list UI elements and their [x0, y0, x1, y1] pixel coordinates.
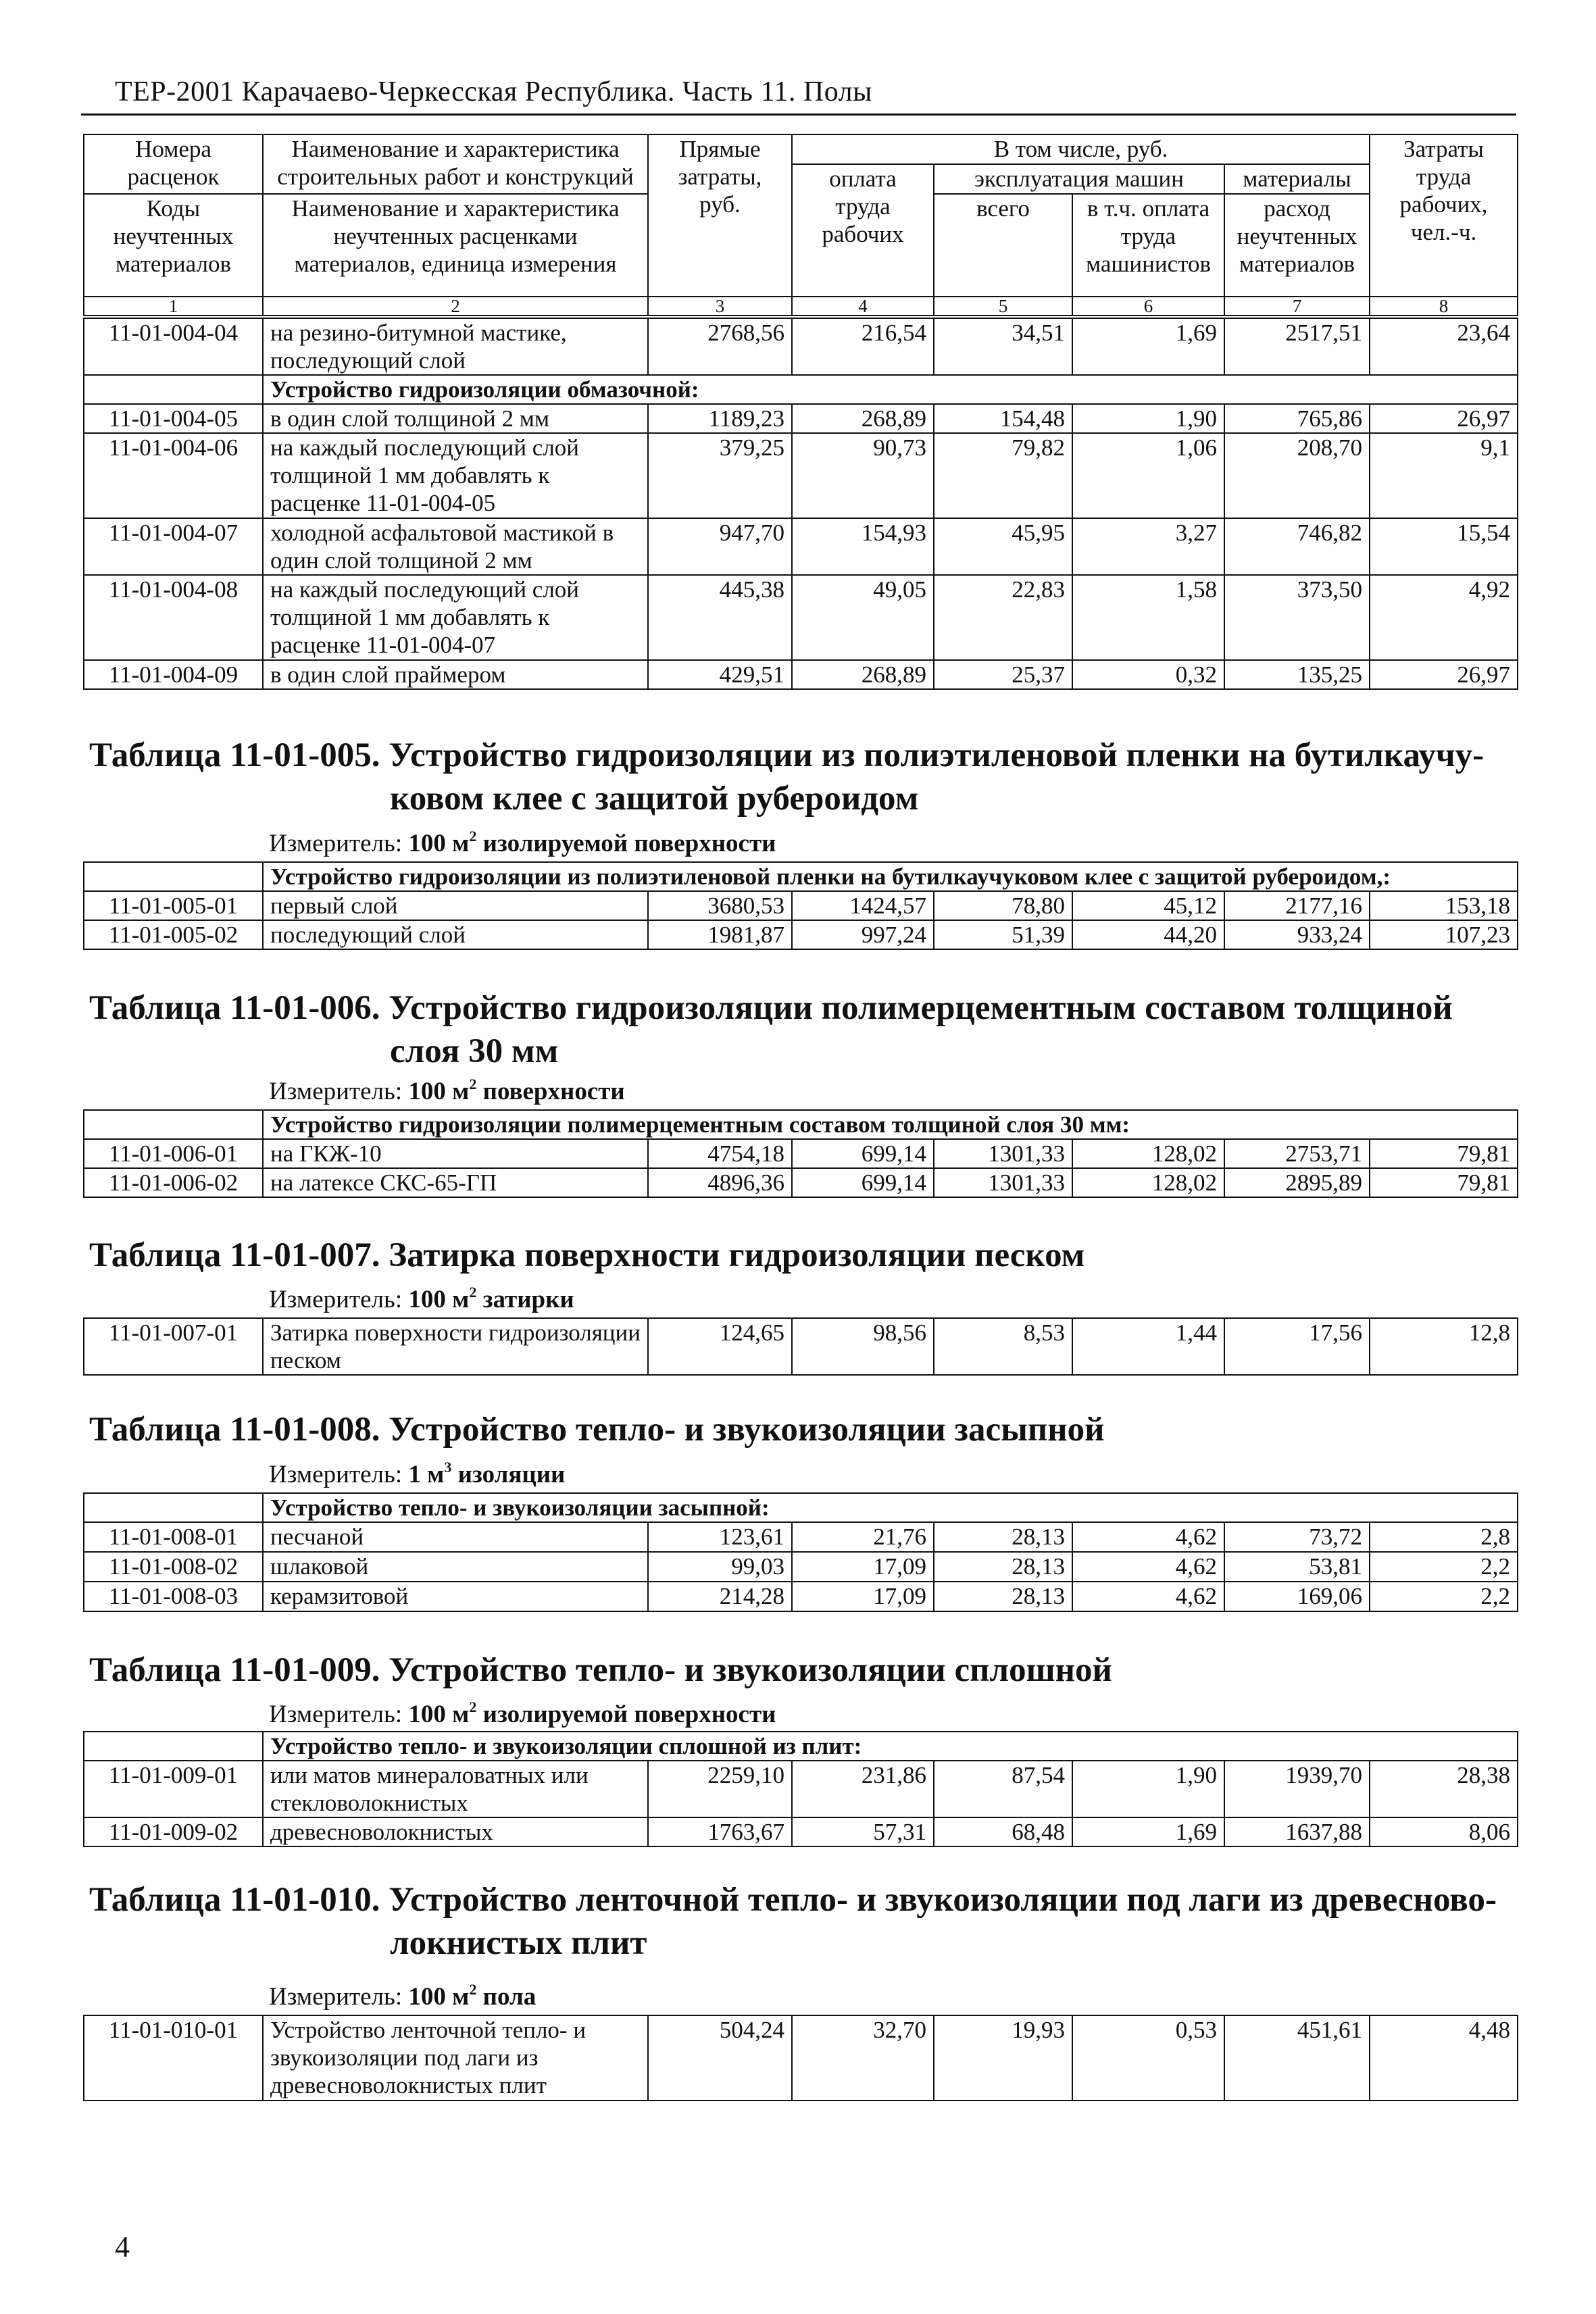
column-number: 3: [648, 297, 792, 316]
cell-labor: 23,64: [1370, 318, 1518, 375]
cell-labor: 15,54: [1370, 518, 1518, 575]
cell-labor: 79,81: [1370, 1168, 1518, 1197]
cell-pay: 268,89: [792, 660, 934, 689]
cell-labor: 2,8: [1370, 1522, 1518, 1552]
cell-machines: 45,95: [934, 518, 1072, 575]
cell-direct: 429,51: [648, 660, 792, 689]
row-name: последующий слой: [263, 920, 648, 949]
running-header: ТЕР-2001 Карачаево-Черкесская Республика. Часть 11. Полы: [115, 76, 872, 107]
cell-machinist-pay: 1,90: [1072, 1761, 1224, 1817]
header-name-top: Наименование и характеристика строительных работ и конструкций: [263, 134, 648, 194]
cell-pay: 268,89: [792, 404, 934, 433]
row-code: 11-01-004-05: [84, 404, 263, 433]
table-title-008: Таблица 11-01-008. Устройство тепло- и звукоизоляции засыпной: [89, 1411, 1105, 1449]
row-code: 11-01-005-01: [84, 891, 263, 920]
cell-machines: 19,93: [934, 2015, 1072, 2101]
header-labor: Затраты труда рабочих, чел.-ч.: [1370, 134, 1518, 297]
row-code: 11-01-004-06: [84, 433, 263, 518]
table-row: [84, 1522, 1518, 1552]
cell-pay: 699,14: [792, 1168, 934, 1197]
cell-direct: 504,24: [648, 2015, 792, 2101]
table-11-01-004: [83, 318, 1518, 690]
cell-machines: 87,54: [934, 1761, 1072, 1817]
table-11-01-007: [83, 1317, 1518, 1376]
cell-machines: 28,13: [934, 1522, 1072, 1552]
table-title-007: Таблица 11-01-007. Затирка поверхности гидроизоляции песком: [89, 1236, 1085, 1274]
cell-pay: 154,93: [792, 518, 934, 575]
cell-labor: 4,92: [1370, 575, 1518, 660]
table-11-01-006: [83, 1109, 1518, 1198]
row-code: 11-01-009-02: [84, 1817, 263, 1846]
cell-direct: 2768,56: [648, 318, 792, 375]
row-code: 11-01-004-07: [84, 518, 263, 575]
measure-unit-005: Измеритель: 100 $м^2$ изолируемой поверхности: [269, 827, 776, 857]
cell-labor: 2,2: [1370, 1552, 1518, 1582]
cell-labor: 79,81: [1370, 1139, 1518, 1168]
cell-pay: 1424,57: [792, 891, 934, 920]
column-number: 7: [1224, 297, 1370, 316]
cell-labor: 26,97: [1370, 404, 1518, 433]
row-name: холодной асфальтовой мастикой в один слой толщиной 2 мм: [263, 518, 648, 575]
row-name: шлаковой: [263, 1552, 648, 1582]
header-worker-pay: оплата труда рабочих: [792, 164, 934, 297]
group-row: [84, 1493, 1518, 1522]
measure-unit-009: Измеритель: 100 $м^2$ изолируемой поверхности: [269, 1698, 776, 1728]
group-row: [84, 1110, 1518, 1139]
header-rule: [81, 114, 1516, 116]
column-number: 5: [934, 297, 1072, 316]
table-row: [84, 1761, 1518, 1817]
row-code: 11-01-009-01: [84, 1761, 263, 1817]
cell-materials: 746,82: [1224, 518, 1370, 575]
cell-materials: 1637,88: [1224, 1817, 1370, 1846]
table-row: [84, 1582, 1518, 1611]
cell-materials: 73,72: [1224, 1522, 1370, 1552]
table-row: [84, 660, 1518, 689]
row-code: 11-01-008-01: [84, 1522, 263, 1552]
group-heading: Устройство гидроизоляции обмазочной:: [263, 375, 1518, 404]
cell-machinist-pay: 0,32: [1072, 660, 1224, 689]
cell-machinist-pay: 4,62: [1072, 1582, 1224, 1611]
group-row: [84, 1732, 1518, 1761]
column-number: 8: [1370, 297, 1518, 316]
cell-machines: 22,83: [934, 575, 1072, 660]
cell-direct: 1189,23: [648, 404, 792, 433]
row-name: Устройство ленточной тепло- и звукоизоляции под лаги из древесноволокнистых плит: [263, 2015, 648, 2101]
cell-pay: 90,73: [792, 433, 934, 518]
cell-machines: 79,82: [934, 433, 1072, 518]
header-including: В том числе, руб.: [792, 134, 1370, 164]
cell-labor: 28,38: [1370, 1761, 1518, 1817]
row-name: песчаной: [263, 1522, 648, 1552]
table-row: [84, 891, 1518, 920]
cell-materials: 2517,51: [1224, 318, 1370, 375]
header-name-bottom: Наименование и характеристика неучтенных расценками материалов, единица измерения: [263, 194, 648, 297]
measure-unit-006: Измеритель: 100 $м^2$ поверхности: [269, 1075, 625, 1105]
cell-machines: 25,37: [934, 660, 1072, 689]
row-name: древесноволокнистых: [263, 1817, 648, 1846]
cell-labor: 12,8: [1370, 1318, 1518, 1375]
table-11-01-005: [83, 861, 1518, 950]
row-code: 11-01-004-08: [84, 575, 263, 660]
row-name: керамзитовой: [263, 1582, 648, 1611]
cell-direct: 3680,53: [648, 891, 792, 920]
group-heading: Устройство гидроизоляции из полиэтиленовой пленки на бутилкаучуковом клее с защитой рубероидом,:: [263, 862, 1518, 891]
cell-direct: 2259,10: [648, 1761, 792, 1817]
cell-pay: 17,09: [792, 1552, 934, 1582]
cell-labor: 107,23: [1370, 920, 1518, 949]
table-title-006: Таблица 11-01-006. Устройство гидроизоляции полимерцементным составом толщиной слоя 30 мм: [89, 989, 1453, 1070]
column-number: 1: [84, 297, 263, 316]
cell-materials: 2177,16: [1224, 891, 1370, 920]
cell-machines: 1301,33: [934, 1168, 1072, 1197]
row-code: 11-01-010-01: [84, 2015, 263, 2101]
cell-machines: 78,80: [934, 891, 1072, 920]
cell-machines: 51,39: [934, 920, 1072, 949]
cell-materials: 17,56: [1224, 1318, 1370, 1375]
cell-materials: 933,24: [1224, 920, 1370, 949]
group-heading: Устройство тепло- и звукоизоляции сплошной из плит:: [263, 1732, 1518, 1761]
measure-unit-007: Измеритель: 100 $м^2$ затирки: [269, 1283, 574, 1313]
cell-machinist-pay: 1,69: [1072, 1817, 1224, 1846]
group-heading: Устройство тепло- и звукоизоляции засыпной:: [263, 1493, 1518, 1522]
row-name: на каждый последующий слой толщиной 1 мм добавлять к расценке 11-01-004-07: [263, 575, 648, 660]
cell-machinist-pay: 128,02: [1072, 1139, 1224, 1168]
table-row: [84, 1318, 1518, 1375]
cell-machines: 68,48: [934, 1817, 1072, 1846]
cell-pay: 997,24: [792, 920, 934, 949]
cell-machines: 28,13: [934, 1582, 1072, 1611]
row-name: первый слой: [263, 891, 648, 920]
measure-unit-010: Измеритель: 100 $м^2$ пола: [269, 1980, 537, 2011]
column-header-table: [83, 134, 1518, 316]
group-heading: Устройство гидроизоляции полимерцементным составом толщиной слоя 30 мм:: [263, 1110, 1518, 1139]
cell-pay: 21,76: [792, 1522, 934, 1552]
cell-machinist-pay: 4,62: [1072, 1522, 1224, 1552]
cell-labor: 4,48: [1370, 2015, 1518, 2101]
cell-direct: 99,03: [648, 1552, 792, 1582]
table-row: [84, 575, 1518, 660]
cell-machinist-pay: 1,44: [1072, 1318, 1224, 1375]
table-row: [84, 2015, 1518, 2101]
cell-pay: 49,05: [792, 575, 934, 660]
column-number: 6: [1072, 297, 1224, 316]
header-codes-bottom: Коды неучтенных материалов: [84, 194, 263, 297]
measure-unit-008: Измеритель: 1 $м^3$ изоляции: [269, 1458, 566, 1488]
cell-labor: 2,2: [1370, 1582, 1518, 1611]
header-direct-costs: Прямые затраты, руб.: [648, 134, 792, 297]
cell-direct: 1981,87: [648, 920, 792, 949]
cell-direct: 4896,36: [648, 1168, 792, 1197]
table-title-005: Таблица 11-01-005. Устройство гидроизоляции из полиэтиленовой пленки на бутилкаучу- ковом клее с защитой рубероидом: [89, 736, 1485, 818]
header-materials-sub: расход неучтенных материалов: [1224, 194, 1370, 297]
table-11-01-009: [83, 1731, 1518, 1847]
cell-machinist-pay: 4,62: [1072, 1552, 1224, 1582]
cell-direct: 124,65: [648, 1318, 792, 1375]
cell-labor: 153,18: [1370, 891, 1518, 920]
cell-machinist-pay: 3,27: [1072, 518, 1224, 575]
cell-pay: 32,70: [792, 2015, 934, 2101]
table-row: [84, 1168, 1518, 1197]
cell-pay: 98,56: [792, 1318, 934, 1375]
cell-materials: 2895,89: [1224, 1168, 1370, 1197]
group-row: [84, 375, 1518, 404]
cell-machines: 8,53: [934, 1318, 1072, 1375]
table-row: [84, 318, 1518, 375]
table-11-01-008: [83, 1492, 1518, 1612]
table-row: [84, 1817, 1518, 1846]
header-materials: материалы: [1224, 164, 1370, 194]
row-name: на ГКЖ-10: [263, 1139, 648, 1168]
row-code: 11-01-007-01: [84, 1318, 263, 1375]
table-row: [84, 404, 1518, 433]
cell-machines: 34,51: [934, 318, 1072, 375]
table-row: [84, 920, 1518, 949]
table-row: [84, 1552, 1518, 1582]
cell-machinist-pay: 0,53: [1072, 2015, 1224, 2101]
row-code: 11-01-005-02: [84, 920, 263, 949]
cell-direct: 379,25: [648, 433, 792, 518]
cell-direct: 445,38: [648, 575, 792, 660]
cell-machinist-pay: 128,02: [1072, 1168, 1224, 1197]
table-row: [84, 518, 1518, 575]
cell-materials: 373,50: [1224, 575, 1370, 660]
header-machinist-pay: в т.ч. оплата труда машинистов: [1072, 194, 1224, 297]
table-row: [84, 433, 1518, 518]
cell-machinist-pay: 45,12: [1072, 891, 1224, 920]
row-code: 11-01-004-04: [84, 318, 263, 375]
cell-machines: 154,48: [934, 404, 1072, 433]
cell-machinist-pay: 1,69: [1072, 318, 1224, 375]
row-code: 11-01-006-02: [84, 1168, 263, 1197]
header-machines-total: всего: [934, 194, 1072, 297]
cell-pay: 57,31: [792, 1817, 934, 1846]
row-name: Затирка поверхности гидроизоляции песком: [263, 1318, 648, 1375]
cell-machines: 1301,33: [934, 1139, 1072, 1168]
row-name: на латексе СКС-65-ГП: [263, 1168, 648, 1197]
row-code: 11-01-008-02: [84, 1552, 263, 1582]
cell-materials: 2753,71: [1224, 1139, 1370, 1168]
row-name: в один слой толщиной 2 мм: [263, 404, 648, 433]
cell-labor: 8,06: [1370, 1817, 1518, 1846]
cell-machinist-pay: 1,06: [1072, 433, 1224, 518]
cell-materials: 451,61: [1224, 2015, 1370, 2101]
cell-machinist-pay: 1,58: [1072, 575, 1224, 660]
cell-materials: 208,70: [1224, 433, 1370, 518]
group-row: [84, 862, 1518, 891]
table-title-009: Таблица 11-01-009. Устройство тепло- и звукоизоляции сплошной: [89, 1651, 1112, 1689]
row-name: на резино-битумной мастике, последующий слой: [263, 318, 648, 375]
page-number: 4: [115, 2230, 130, 2263]
cell-pay: 216,54: [792, 318, 934, 375]
cell-pay: 699,14: [792, 1139, 934, 1168]
row-name: на каждый последующий слой толщиной 1 мм добавлять к расценке 11-01-004-05: [263, 433, 648, 518]
row-code: 11-01-006-01: [84, 1139, 263, 1168]
column-number: 4: [792, 297, 934, 316]
cell-direct: 1763,67: [648, 1817, 792, 1846]
cell-materials: 765,86: [1224, 404, 1370, 433]
header-machines: эксплуатация машин: [934, 164, 1224, 194]
table-title-010: Таблица 11-01-010. Устройство ленточной тепло- и звукоизоляции под лаги из древесново- локнистых плит: [89, 1881, 1497, 1962]
cell-direct: 123,61: [648, 1522, 792, 1552]
table-11-01-010: [83, 2015, 1518, 2101]
table-row: [84, 1139, 1518, 1168]
row-name: в один слой праймером: [263, 660, 648, 689]
cell-pay: 17,09: [792, 1582, 934, 1611]
cell-materials: 53,81: [1224, 1552, 1370, 1582]
row-code: 11-01-008-03: [84, 1582, 263, 1611]
row-name: или матов минераловатных или стекловолокнистых: [263, 1761, 648, 1817]
cell-direct: 4754,18: [648, 1139, 792, 1168]
cell-machinist-pay: 44,20: [1072, 920, 1224, 949]
cell-direct: 947,70: [648, 518, 792, 575]
cell-direct: 214,28: [648, 1582, 792, 1611]
cell-materials: 135,25: [1224, 660, 1370, 689]
column-number: 2: [263, 297, 648, 316]
cell-labor: 26,97: [1370, 660, 1518, 689]
cell-machinist-pay: 1,90: [1072, 404, 1224, 433]
header-codes-top: Номера расценок: [84, 134, 263, 194]
cell-machines: 28,13: [934, 1552, 1072, 1582]
cell-labor: 9,1: [1370, 433, 1518, 518]
row-code: 11-01-004-09: [84, 660, 263, 689]
cell-materials: 169,06: [1224, 1582, 1370, 1611]
cell-materials: 1939,70: [1224, 1761, 1370, 1817]
cell-pay: 231,86: [792, 1761, 934, 1817]
